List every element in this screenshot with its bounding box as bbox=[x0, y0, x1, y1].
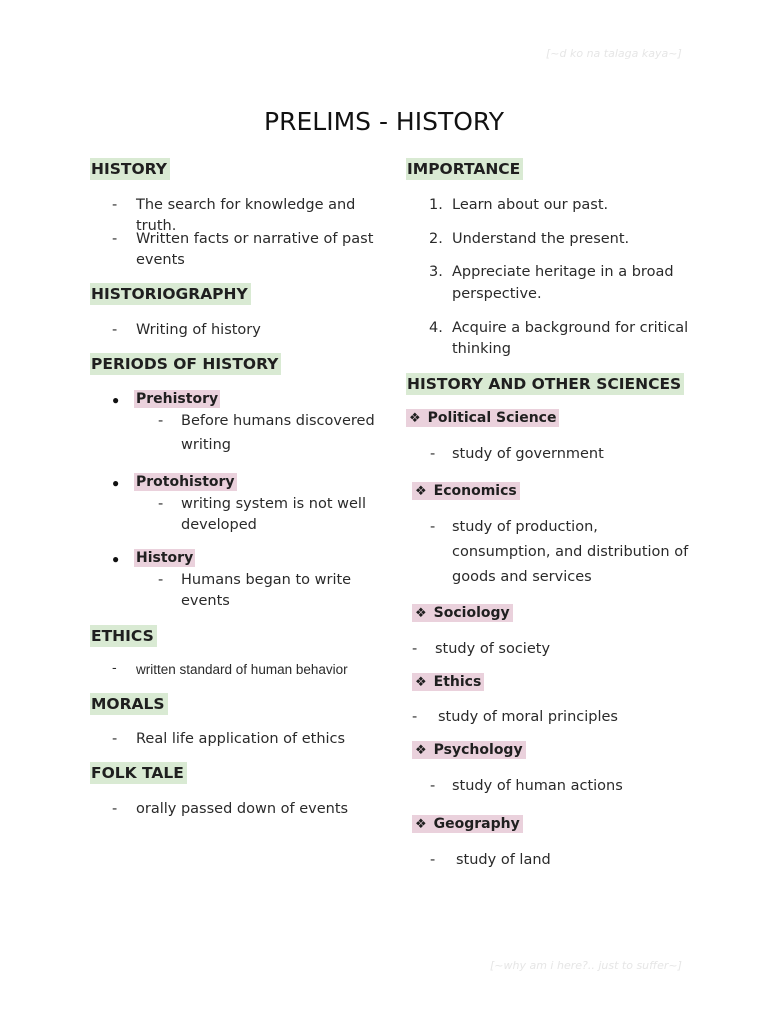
dash: - bbox=[430, 852, 436, 868]
period-desc-prehistory-2: writing bbox=[181, 437, 231, 453]
science-label-psychology bbox=[412, 741, 526, 759]
science-label-text: Political Science bbox=[427, 410, 557, 426]
dash: - bbox=[112, 322, 118, 338]
folk-tale-definition: orally passed down of events bbox=[136, 801, 349, 817]
science-label-text: Ethics bbox=[433, 674, 482, 690]
dash: - bbox=[430, 446, 436, 462]
history-heading: HISTORY bbox=[90, 158, 170, 180]
dash: - bbox=[112, 801, 118, 817]
science-label-geography bbox=[412, 815, 523, 833]
dash: - bbox=[112, 731, 118, 747]
header-note: [~d ko na talaga kaya~] bbox=[546, 47, 682, 60]
importance-item-4-cont: thinking bbox=[452, 341, 511, 357]
importance-heading: IMPORTANCE bbox=[406, 158, 523, 180]
science-desc-political-science: study of government bbox=[452, 446, 604, 462]
period-label-history: History bbox=[136, 550, 194, 566]
period-desc-history-1: Humans began to write bbox=[181, 572, 352, 588]
list-number: 4. bbox=[429, 320, 443, 336]
diamond-icon: ❖ bbox=[415, 484, 427, 499]
dash: - bbox=[158, 496, 164, 512]
list-number: 2. bbox=[429, 231, 443, 247]
historiography-heading: HISTORIOGRAPHY bbox=[90, 283, 251, 305]
page-title: PRELIMS - HISTORY bbox=[264, 107, 504, 136]
diamond-icon: ❖ bbox=[415, 675, 427, 690]
importance-item-1: Learn about our past. bbox=[452, 197, 609, 213]
diamond-icon: ❖ bbox=[415, 743, 427, 758]
ethics-heading: ETHICS bbox=[90, 625, 157, 647]
science-label-economics bbox=[412, 482, 520, 500]
dash: - bbox=[158, 413, 164, 429]
bullet-icon: ● bbox=[112, 552, 120, 566]
history-definition-2: Written facts or narrative of past bbox=[136, 231, 374, 247]
periods-heading: PERIODS OF HISTORY bbox=[90, 353, 281, 375]
ethics-definition: written standard of human behavior bbox=[136, 662, 348, 677]
science-desc-economics-1: study of production, bbox=[452, 519, 598, 535]
period-label-prehistory: Prehistory bbox=[136, 391, 219, 407]
historiography-definition: Writing of history bbox=[136, 322, 261, 338]
dash: - bbox=[430, 519, 436, 535]
importance-item-3-cont: perspective. bbox=[452, 286, 542, 302]
period-desc-protohistory-2: developed bbox=[181, 517, 257, 533]
list-number: 3. bbox=[429, 264, 443, 280]
science-label-text: Economics bbox=[433, 483, 517, 499]
sciences-heading: HISTORY AND OTHER SCIENCES bbox=[406, 373, 684, 395]
bullet-icon: ● bbox=[112, 476, 120, 490]
science-desc-sociology: study of society bbox=[435, 641, 551, 657]
importance-item-3: Appreciate heritage in a broad bbox=[452, 264, 674, 280]
dash: - bbox=[412, 709, 418, 725]
morals-definition: Real life application of ethics bbox=[136, 731, 346, 747]
dash: - bbox=[112, 197, 118, 213]
morals-heading: MORALS bbox=[90, 693, 168, 715]
dash: - bbox=[112, 231, 118, 247]
dash: - bbox=[158, 572, 164, 588]
list-number: 1. bbox=[429, 197, 443, 213]
folk-tale-heading: FOLK TALE bbox=[90, 762, 187, 784]
science-desc-economics-3: goods and services bbox=[452, 569, 592, 585]
bullet-icon: ● bbox=[112, 393, 120, 407]
dash: - bbox=[430, 778, 436, 794]
science-label-text: Psychology bbox=[433, 742, 523, 758]
science-label-text: Geography bbox=[433, 816, 520, 832]
importance-item-4: Acquire a background for critical bbox=[452, 320, 689, 336]
period-desc-history-2: events bbox=[181, 593, 230, 609]
science-label-text: Sociology bbox=[433, 605, 510, 621]
science-desc-ethics: study of moral principles bbox=[438, 709, 618, 725]
dash: - bbox=[112, 661, 117, 676]
dash: - bbox=[412, 641, 418, 657]
footer-note: [~why am i here?.. just to suffer~] bbox=[490, 959, 682, 972]
diamond-icon: ❖ bbox=[415, 606, 427, 621]
science-desc-psychology: study of human actions bbox=[452, 778, 623, 794]
science-label-political-science bbox=[406, 409, 559, 427]
science-desc-geography: study of land bbox=[456, 852, 551, 868]
diamond-icon: ❖ bbox=[415, 817, 427, 832]
importance-item-2: Understand the present. bbox=[452, 231, 630, 247]
science-desc-economics-2: consumption, and distribution of bbox=[452, 544, 689, 560]
diamond-icon: ❖ bbox=[409, 411, 421, 426]
history-definition-2-cont: events bbox=[136, 252, 185, 268]
period-desc-protohistory-1: writing system is not well bbox=[181, 496, 366, 512]
period-label-protohistory: Protohistory bbox=[136, 474, 235, 490]
period-desc-prehistory-1: Before humans discovered bbox=[181, 413, 375, 429]
science-label-ethics bbox=[412, 673, 484, 691]
history-definition-1: The search for knowledge and truth. bbox=[136, 197, 356, 234]
science-label-sociology bbox=[412, 604, 513, 622]
